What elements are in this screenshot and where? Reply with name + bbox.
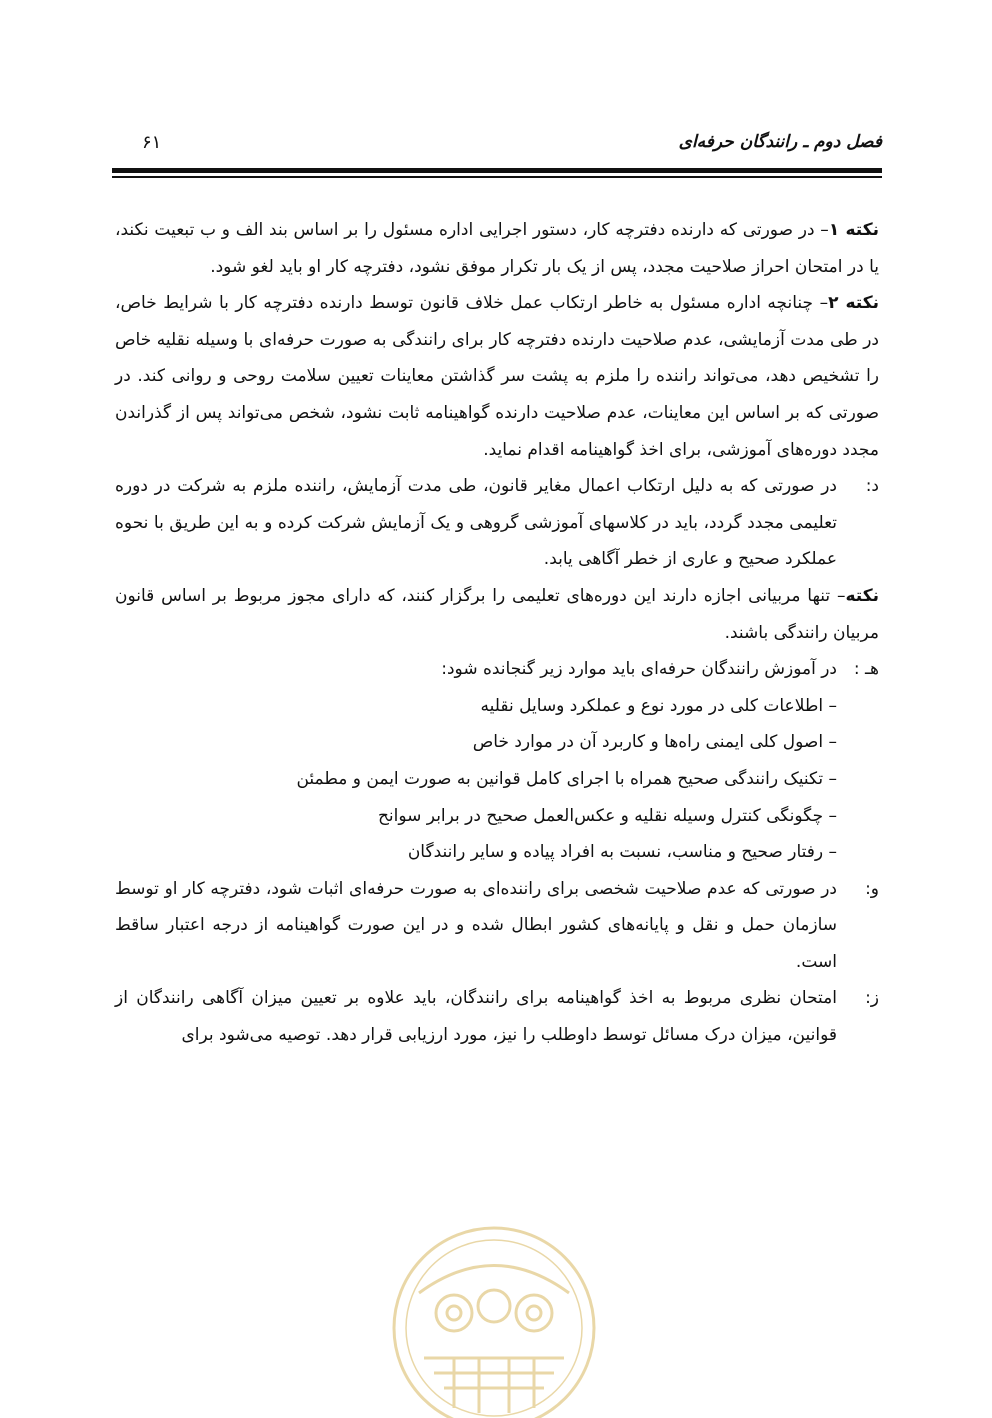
item-h-marker: هـ : [853,659,879,680]
body-text [115,212,879,1054]
note-2-paragraph [115,285,879,468]
item-z-text: امتحان نظری مربوط به اخذ گواهینامه برای رانندگان، باید علاوه بر تعیین میزان آگاهی رانندگان از قوانین، میزان درک مسائل توسط داوطلب را نیز، مورد ارزیابی قرار دهد. توصیه می‌شود برای [115,988,837,1046]
list-item: – اطلاعات کلی در مورد نوع و عملکرد وسایل نقلیه [480,695,837,716]
training-topics-list [115,688,879,871]
note-3-paragraph [115,578,879,651]
item-d-marker: د: [865,476,879,497]
header-rule-thin [112,176,882,178]
page-number: ۶۱ [142,132,162,153]
note-1-label: نکته ۱ [828,220,879,240]
item-z [115,980,879,1053]
note-1-text: – در صورتی که دارنده دفترچه کار، دستور اجرایی اداره مسئول را بر اساس بند الف و ب تبعیت نکند، یا در امتحان احراز صلاحیت مجدد، پس از یک بار تکرار موفق نشود، دفترچه کار او باید لغو شود. [115,220,879,277]
item-v-marker: و: [865,878,879,899]
note-2-label: نکته ۲ [828,293,880,314]
list-item: – چگونگی کنترل وسیله نقلیه و عکس‌العمل صحیح در برابر سوانح [377,805,837,826]
note-2-text: – چنانچه اداره مسئول به خاطر ارتکاب عمل خلاف قانون توسط دارنده دفترچه کار با شرایط خاص، در طی مدت آزمایشی، عدم صلاحیت دارنده دفترچه کار برای رانندگی به صورت حرفه‌ای با وسیله نقلیه خاص را تشخیص دهد، می‌تواند راننده را ملزم به پشت سر گذاشتن معاینات تعیین سلامت روحی و روانی کند. در صورتی که بر اساس این معاینات، عدم صلاحیت دارنده گواهینامه ثابت نشود، شخص می‌تواند پس از گذراندن مجدد دوره‌های آموزشی، برای اخذ گواهینامه اقدام نماید. [115,293,879,460]
item-d-text: در صورتی که به دلیل ارتکاب اعمال مغایر قانون، طی مدت آزمایش، راننده ملزم به شرکت در دوره تعلیمی مجدد گردد، باید در کلاسهای آموزشی گروهی و یک آزمایش شرکت کرده و به این طریق با نحوه عملکرد صحیح و عاری از خطر آگاهی یابد. [115,476,837,570]
note-3-label: نکته [845,585,879,606]
note-1-paragraph [115,212,879,285]
note-3-text: – تنها مربیانی اجازه دارند این دوره‌های تعلیمی را برگزار کنند، که دارای مجوز مربوط بر اساس قانون مربیان رانندگی باشند. [115,585,879,643]
item-h-text: در آموزش رانندگان حرفه‌ای باید موارد زیر گنجانده شود: [441,659,837,680]
list-item: – تکنیک رانندگی صحیح همراه با اجرای کامل قوانین به صورت ایمن و مطمئن [296,768,837,789]
item-z-marker: ز: [865,988,879,1009]
header-rule-thick [112,168,882,173]
item-d [115,468,879,578]
item-v-text: در صورتی که عدم صلاحیت شخصی برای راننده‌ای به صورت حرفه‌ای اثبات شود، دفترچه کار او توسط سازمان حمل و نقل و پایانه‌های کشور ابطال شده و در این صورت گواهینامه از درجه اعتبار ساقط است. [115,878,837,972]
item-v [115,871,879,981]
page-header [112,128,882,168]
chapter-title: فصل دوم ـ رانندگان حرفه‌ای [678,132,882,152]
seal-watermark-icon [384,1218,604,1418]
list-item: – رفتار صحیح و مناسب، نسبت به افراد پیاده و سایر رانندگان [407,842,837,863]
item-h [115,651,879,688]
list-item: – اصول کلی ایمنی راه‌ها و کاربرد آن در موارد خاص [472,732,837,753]
